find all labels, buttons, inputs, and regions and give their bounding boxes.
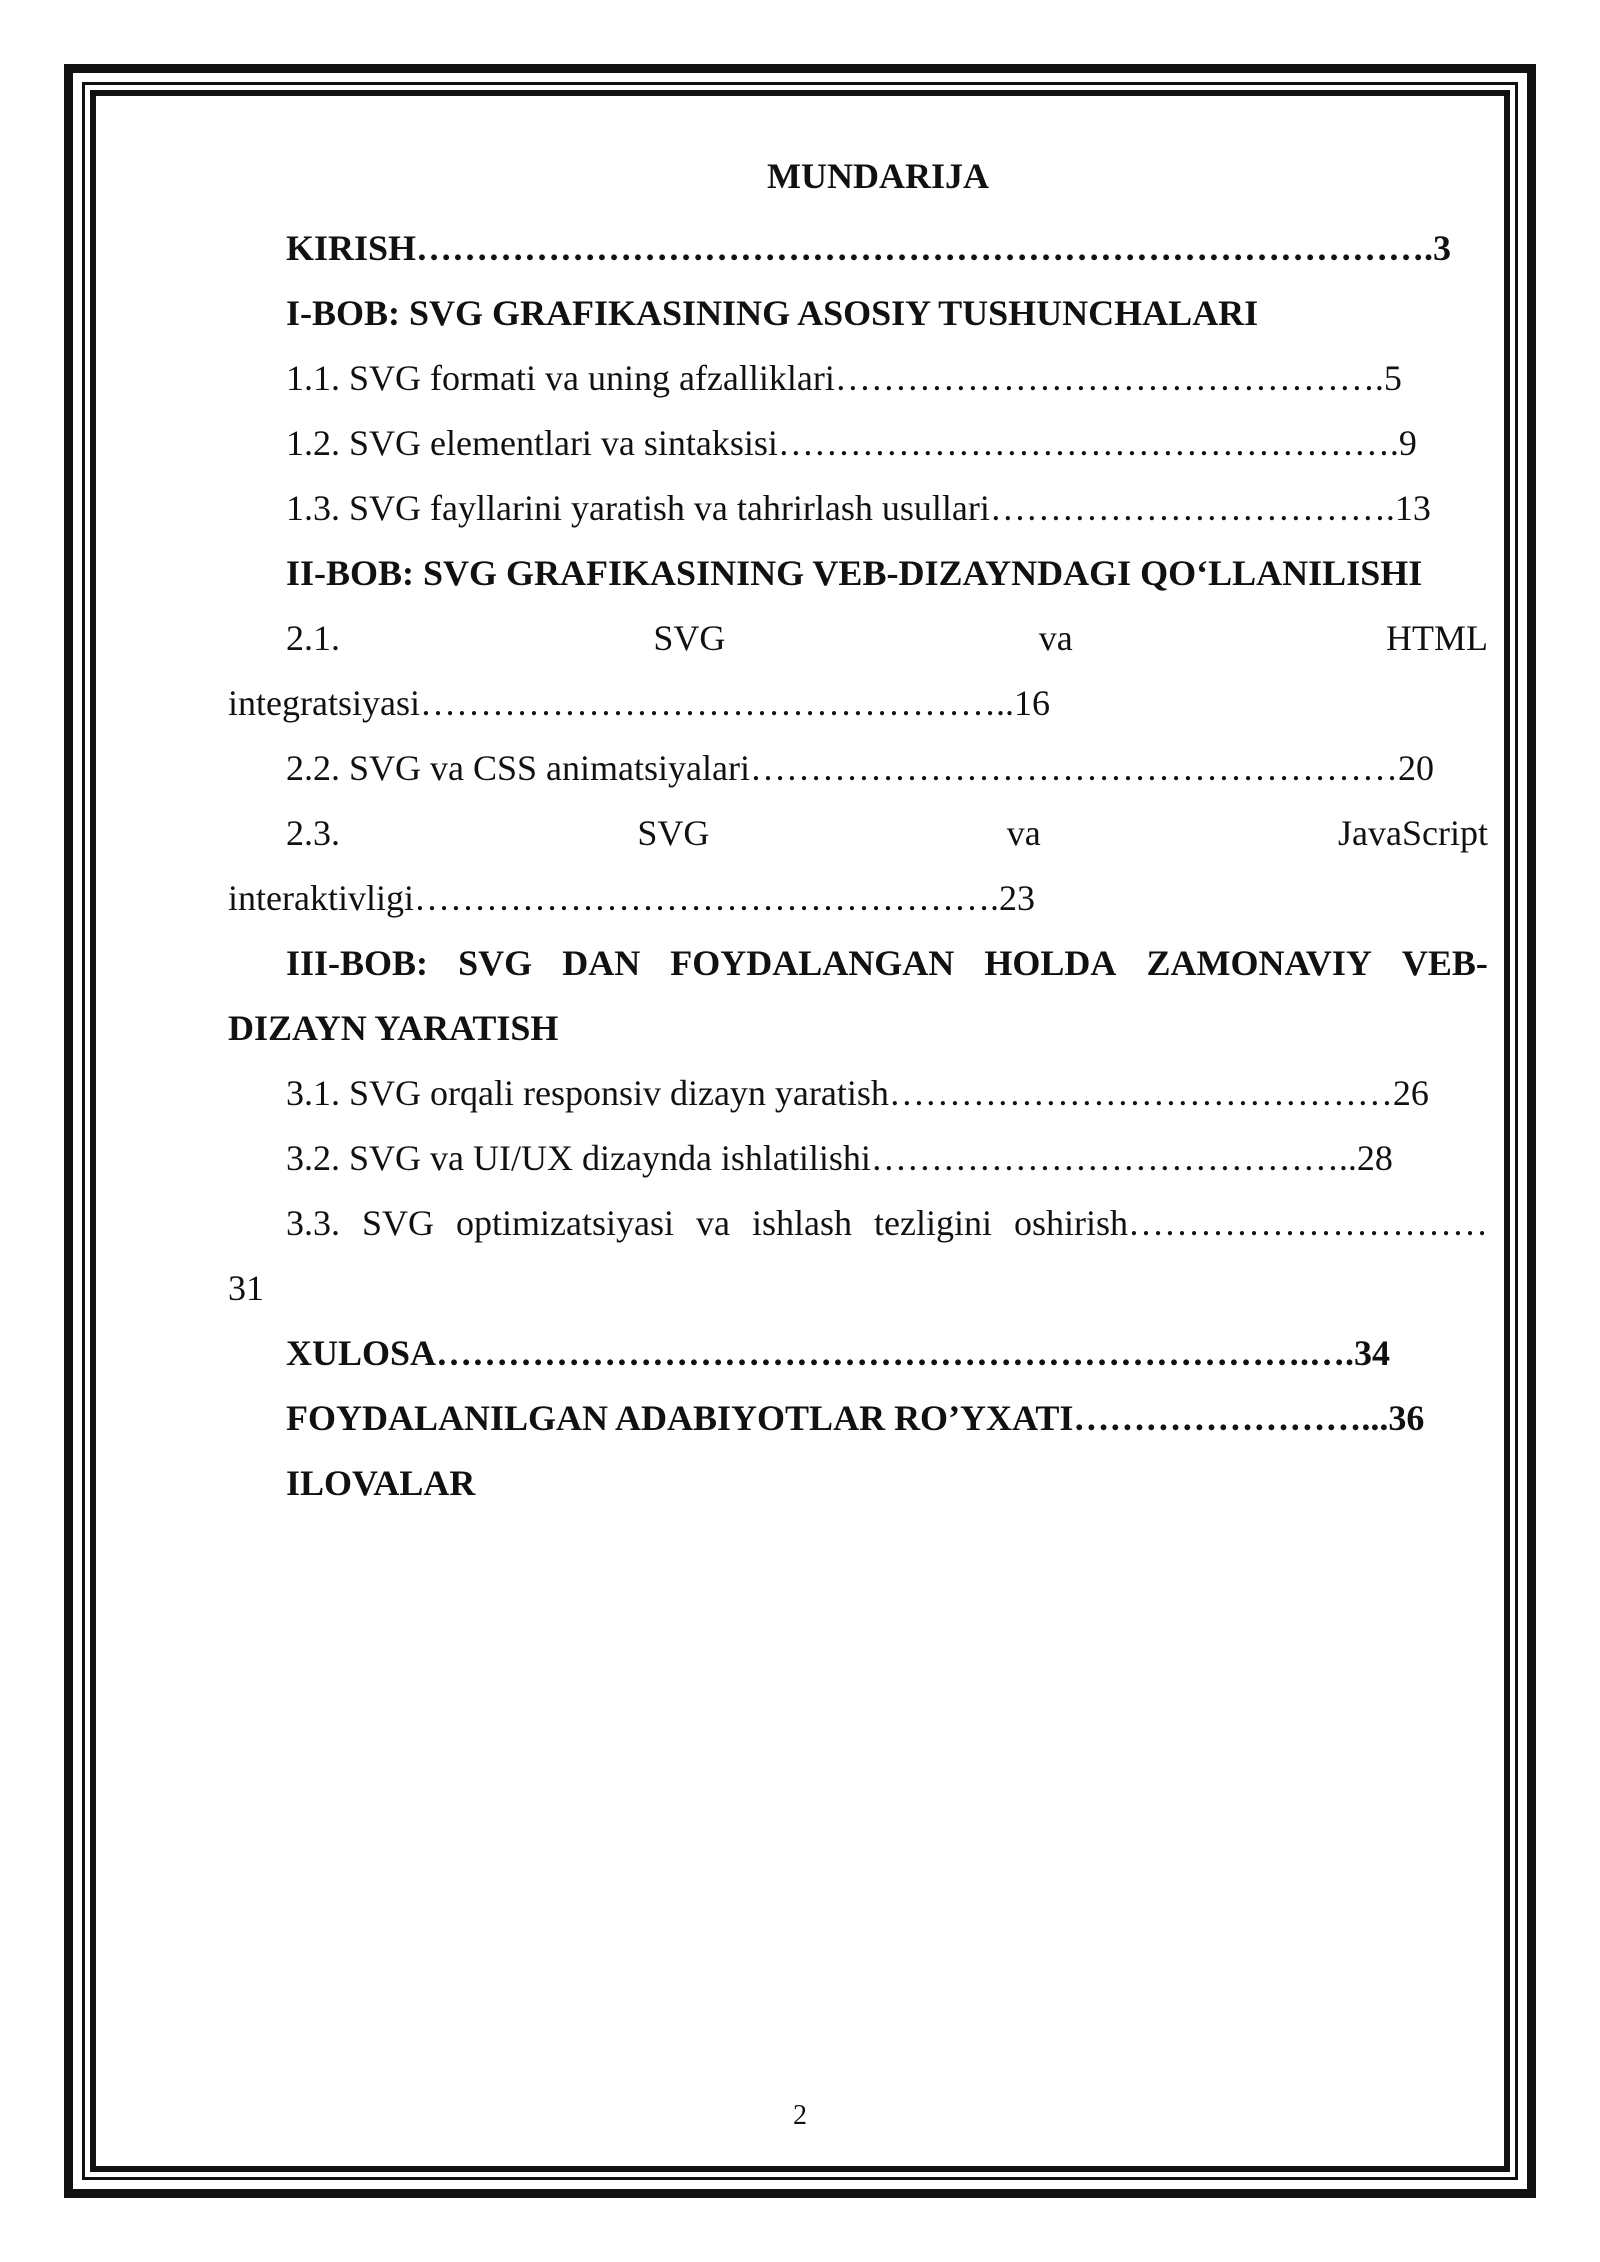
toc-chapter-3-word: DAN <box>562 943 641 983</box>
toc-entry-2-3-continued[interactable]: interaktivligi………………………………………….23 <box>228 878 1035 918</box>
toc-entry-3-3-word: SVG <box>362 1203 435 1243</box>
toc-entry-xulosa[interactable]: XULOSA……………………………………………………………….….34 <box>286 1333 1391 1373</box>
toc-entry-2-2[interactable]: 2.2. SVG va CSS animatsiyalari………………………………………………20 <box>286 748 1434 788</box>
toc-chapter-2[interactable]: II-BOB: SVG GRAFIKASINING VEB-DIZAYNDAGI QO‘LLANILISHI <box>286 553 1423 593</box>
table-of-contents <box>228 150 1488 1516</box>
toc-entry-1-1[interactable]: 1.1. SVG formati va uning afzalliklari……………………………………….5 <box>286 358 1402 398</box>
toc-entry-3-1[interactable]: 3.1. SVG orqali responsiv dizayn yaratish……………………………………26 <box>286 1073 1429 1113</box>
toc-entry-2-3-word: SVG <box>637 813 710 853</box>
toc-entry-3-3[interactable] <box>228 1191 1488 1256</box>
toc-entry-ilovalar[interactable]: ILOVALAR <box>286 1463 476 1503</box>
toc-chapter-3-word: VEB- <box>1401 943 1488 983</box>
toc-chapter-3-word: ZAMONAVIY <box>1146 943 1372 983</box>
toc-entry-3-3-word: oshirish………………………… <box>1013 1203 1488 1243</box>
toc-entry-3-3-continued[interactable]: 31 <box>228 1268 264 1308</box>
toc-entry-2-3-word: 2.3. <box>286 813 340 853</box>
toc-entry-2-1-word: 2.1. <box>286 618 340 658</box>
toc-chapter-3-word: HOLDA <box>984 943 1117 983</box>
toc-chapter-3[interactable] <box>228 931 1488 996</box>
toc-entry-2-1[interactable] <box>228 606 1488 671</box>
toc-entry-3-2[interactable]: 3.2. SVG va UI/UX dizaynda ishlatilishi…………………………………..28 <box>286 1138 1393 1178</box>
toc-entry-1-3[interactable]: 1.3. SVG fayllarini yaratish va tahrirlash usullari…………………………….13 <box>286 488 1431 528</box>
toc-entry-3-3-word: va <box>696 1203 730 1243</box>
toc-entry-kirish[interactable]: KIRISH………………………………………………………………………….3 <box>286 228 1452 268</box>
toc-entry-3-3-word: 3.3. <box>286 1203 340 1243</box>
toc-entry-2-1-word: HTML <box>1386 618 1488 658</box>
toc-entry-3-3-word: optimizatsiyasi <box>456 1203 674 1243</box>
toc-chapter-1[interactable]: I-BOB: SVG GRAFIKASINING ASOSIY TUSHUNCHALARI <box>286 293 1259 333</box>
toc-chapter-3-word: SVG <box>458 943 533 983</box>
toc-chapter-3-word: III-BOB: <box>286 943 429 983</box>
toc-chapter-3-word: FOYDALANGAN <box>670 943 955 983</box>
toc-entry-adabiyotlar[interactable]: FOYDALANILGAN ADABIYOTLAR RO’YXATI……………………...36 <box>286 1398 1425 1438</box>
page-number: 2 <box>793 2100 807 2131</box>
toc-entry-2-1-continued[interactable]: integratsiyasi…………………………………………..16 <box>228 683 1050 723</box>
toc-entry-3-3-word: tezligini <box>874 1203 992 1243</box>
toc-title: MUNDARIJA <box>767 156 989 196</box>
toc-entry-2-3-word: va <box>1006 813 1041 853</box>
toc-entry-1-2[interactable]: 1.2. SVG elementlari va sintaksisi…………………………………………….9 <box>286 423 1417 463</box>
toc-chapter-3-continued[interactable]: DIZAYN YARATISH <box>228 1008 559 1048</box>
toc-entry-2-1-word: va <box>1038 618 1073 658</box>
toc-entry-2-3[interactable] <box>228 801 1488 866</box>
toc-entry-2-1-word: SVG <box>653 618 726 658</box>
toc-entry-3-3-word: ishlash <box>751 1203 852 1243</box>
toc-entry-2-3-word: JavaScript <box>1338 813 1488 853</box>
